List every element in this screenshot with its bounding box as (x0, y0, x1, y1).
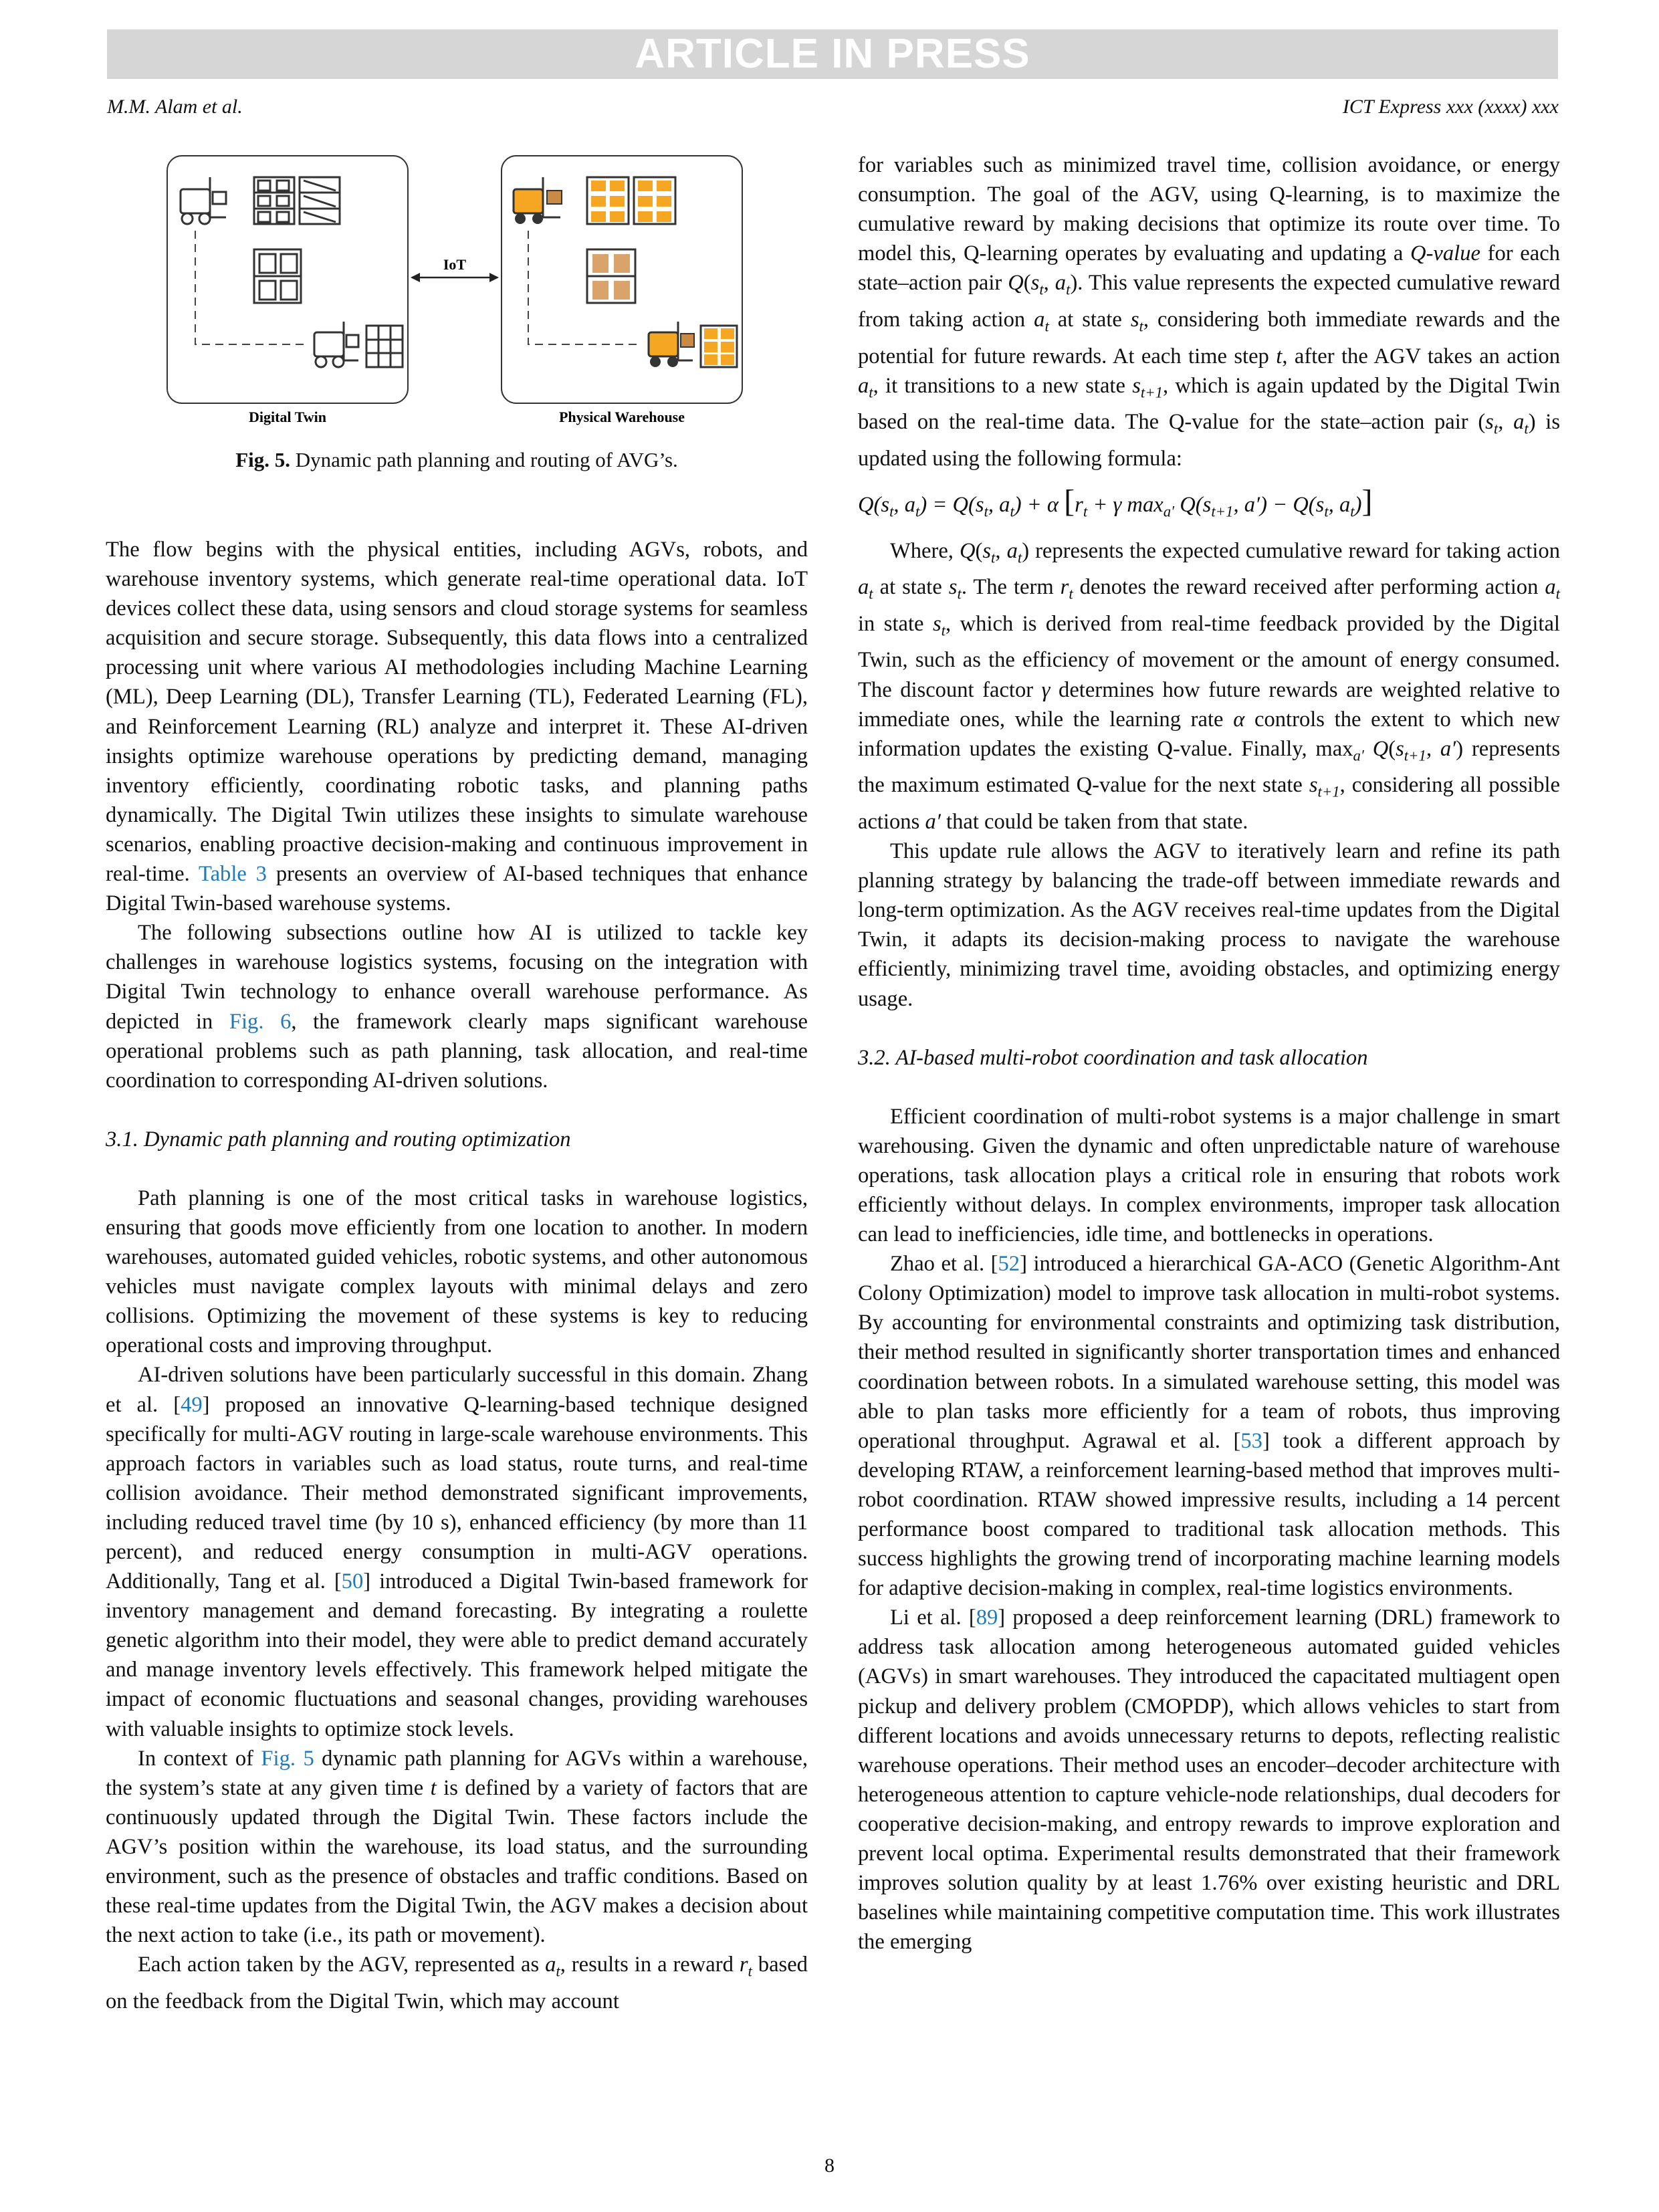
left-column (106, 535, 808, 2016)
reference-link[interactable]: 50 (341, 1569, 364, 1594)
physical-warehouse-label: Physical Warehouse (558, 409, 685, 425)
paragraph: Where, $Q(s_t$, $a_t$) represents the expected cumulative reward for taking action $a_t$ at state $s_t$. The term $r_t$ denotes the reward received after performing action $a_t$ in state $s_t$, which is derived from real-time feedback provided by the Digital Twin, such as the efficiency of movement or the amount of energy consumed. The discount factor γ determines how future rewards are weighted relative to immediate ones, while the learning rate α controls the extent to which new information updates the existing Q-value. Finally, $\max_{a'} Q(s_{t+1}$, a′) represents the maximum estimated Q-value for the next state $s_{t+1}$, considering all possible actions a′ that could be taken from that state. (858, 538, 1561, 834)
paragraph: In context of Fig. 5 dynamic path planning for AGVs within a warehouse, the system’s state at any given time t is defined by a variety of factors that are continuously updated through the Digital Twin. These factors include the AGV’s position within the warehouse, its load status, and the surrounding environment, such as the presence of obstacles and traffic conditions. Based on these real-time updates from the Digital Twin, the AGV makes a decision about the next action to take (i.e., its path or movement). (106, 1746, 808, 1948)
iot-label: IoT (443, 256, 467, 273)
paragraph: The flow begins with the physical entities, including AGVs, robots, and warehouse inventory systems, which generate real-time operational data. IoT devices collect these data, using sensors and cloud storage systems for seamless acquisition and secure storage. Subsequently, this data flows into a centralized processing unit where various AI methodologies including Machine Learning (ML), Deep Learning (DL), Transfer Learning (TL), Federated Learning (FL), and Reinforcement Learning (RL) analyze and interpret it. These AI-driven insights optimize warehouse operations by predicting demand, managing inventory efficiently, coordinating robotic tasks, and planning paths dynamically. The Digital Twin utilizes these insights to simulate warehouse scenarios, enabling proactive decision-making and continuous improvement in real-time. Table 3 presents an overview of AI-based techniques that enhance Digital Twin-based warehouse systems. (106, 538, 808, 916)
caption-label: Fig. 5. (235, 448, 291, 471)
figure-5-diagram (106, 150, 808, 431)
running-header-journal: ICT Express xxx (xxxx) xxx (1342, 96, 1559, 118)
reference-link[interactable]: 53 (1240, 1428, 1262, 1453)
shelf-icon (587, 177, 629, 224)
section-heading-3-2: 3.2. AI-based multi-robot coordination and task allocation (858, 1045, 1368, 1070)
paragraph: AI-driven solutions have been particularly successful in this domain. Zhang et al. [49] proposed an innovative Q-learning-based technique designed specifically for multi-AGV routing in large-scale warehouse environments. This approach factors in variables such as load status, route turns, and real-time collision avoidance. Their method demonstrated significant improvements, including reduced travel time (by 10 s), enhanced efficiency (by more than 11 percent), and reduced energy consumption in multi-AGV operations. Additionally, Tang et al. [50] introduced a Digital Twin-based framework for inventory management and demand forecasting. By integrating a roulette genetic algorithm into their model, they were able to predict demand accurately and manage inventory levels effectively. This framework helped mitigate the impact of economic fluctuations and seasonal changes, providing warehouses with valuable insights to optimize stock levels. (106, 1363, 808, 1741)
shelf-icon (701, 326, 737, 367)
reference-link[interactable]: 49 (181, 1392, 203, 1417)
section-heading-3-1: 3.1. Dynamic path planning and routing optimization (106, 1127, 571, 1151)
reference-link[interactable]: 89 (976, 1606, 998, 1630)
iot-arrow-left-icon (411, 273, 420, 282)
paragraph: Each action taken by the AGV, represented as $a_t$, results in a reward $r_t$ based on the feedback from the Digital Twin, which may account (106, 1953, 808, 2013)
table-3-link[interactable]: Table 3 (198, 862, 267, 887)
q-learning-update-equation: $Q(s_t$, $a_t) = Q(s_t$, $a_t) + \alpha$ [$r_t + \gamma$ $\max_{a'} Q(s_{t+1}$, $a') - Q(s_t$, $a_t$)] (858, 483, 1373, 520)
page-number: 8 (824, 2154, 835, 2177)
paragraph: for variables such as minimized travel time, collision avoidance, or energy consumption. The goal of the AGV, using Q-learning, is to maximize the cumulative reward by making decisions that optimize its route over time. To model this, Q-learning operates by evaluating and updating a Q-value for each state–action pair $Q(s_t$, $a_t$). This value represents the expected cumulative reward from taking action $a_t$ at state $s_t$, considering both immediate rewards and the potential for future rewards. At each time step t, after the AGV takes an action $a_t$, it transitions to a new state $s_{t+1}$, which is again updated by the Digital Twin based on the real-time data. The Q-value for the state–action pair ($s_t$, $a_t$) is updated using the following formula: (858, 153, 1561, 471)
figure-5-caption (106, 447, 808, 473)
iot-arrow-right-icon (489, 273, 499, 282)
paragraph: Zhao et al. [52] introduced a hierarchical GA-ACO (Genetic Algorithm-Ant Colony Optimization) model to improve task allocation in multi-robot systems. By accounting for environmental constraints and optimizing task distribution, their method resulted in significantly shorter transportation times and enhanced coordination between robots. In a simulated warehouse setting, this model was able to plan tasks more efficiently for a team of robots, thus improving operational throughput. Agrawal et al. [53] took a different approach by developing RTAW, a reinforcement learning-based method that improves multi-robot coordination. RTAW showed impressive results, including a 14 percent performance boost compared to traditional task allocation methods. This success highlights the growing trend of incorporating machine learning models for adaptive decision-making in complex, real-time logistics environments. (858, 1252, 1560, 1601)
figure-5 (106, 150, 808, 498)
paragraph: Path planning is one of the most critical tasks in warehouse logistics, ensuring that goods move efficiently from one location to another. In modern warehouses, automated guided vehicles, robotic systems, and other autonomous vehicles must navigate complex layouts with minimal delays and zero collisions. Optimizing the movement of these systems is key to reducing operational costs and improving throughput. (106, 1186, 808, 1358)
paragraph: This update rule allows the AGV to iteratively learn and refine its path planning strategy by balancing the trade-off between immediate rewards and long-term optimization. As the AGV receives real-time updates from the Digital Twin, it adapts its decision-making process to navigate the warehouse efficiently, minimizing travel time, avoiding obstacles, and optimizing energy usage. (858, 839, 1560, 1011)
paragraph: The following subsections outline how AI is utilized to tackle key challenges in warehouse logistics systems, focusing on the integration with Digital Twin technology to enhance overall warehouse performance. As depicted in Fig. 6, the framework clearly maps significant warehouse operational problems such as path planning, task allocation, and real-time coordination to corresponding AI-driven solutions. (106, 921, 808, 1093)
right-column (858, 150, 1560, 1957)
fig-5-link[interactable]: Fig. 5 (261, 1746, 314, 1771)
article-in-press-banner: ARTICLE IN PRESS (107, 29, 1558, 79)
paragraph: Li et al. [89] proposed a deep reinforcement learning (DRL) framework to address task allocation among heterogeneous automated guided vehicles (AGVs) in smart warehouses. They introduced the capacitated multiagent open pickup and delivery problem (CMOPDP), which allows vehicles to start from different locations and avoids unnecessary returns to depots, reflecting realistic warehouse operations. Their method uses an encoder–decoder architecture with heterogeneous attention to capture vehicle-node relationships, dual decoders for cooperative decision-making, and entropy rewards to improve exploration and prevent local optima. Experimental results demonstrated that their framework improves solution quality by at least 1.76% over existing heuristic and DRL baselines while maintaining competitive computation time. This work illustrates the emerging (858, 1606, 1560, 1955)
paragraph: Efficient coordination of multi-robot systems is a major challenge in smart warehousing. Given the dynamic and often unpredictable nature of warehouse operations, task allocation plays a critical role in ensuring that robots work efficiently without delays. In complex environments, improper task allocation can lead to inefficiencies, idle time, and bottlenecks in operations. (858, 1104, 1560, 1247)
shelf-icon (634, 177, 675, 224)
shelf-icon (587, 249, 635, 303)
reference-link[interactable]: 52 (998, 1252, 1020, 1277)
digital-twin-label: Digital Twin (249, 409, 326, 425)
running-header-authors: M.M. Alam et al. (107, 96, 243, 118)
caption-text: Dynamic path planning and routing of AVG’s. (295, 448, 678, 471)
fig-6-link[interactable]: Fig. 6 (229, 1009, 292, 1034)
